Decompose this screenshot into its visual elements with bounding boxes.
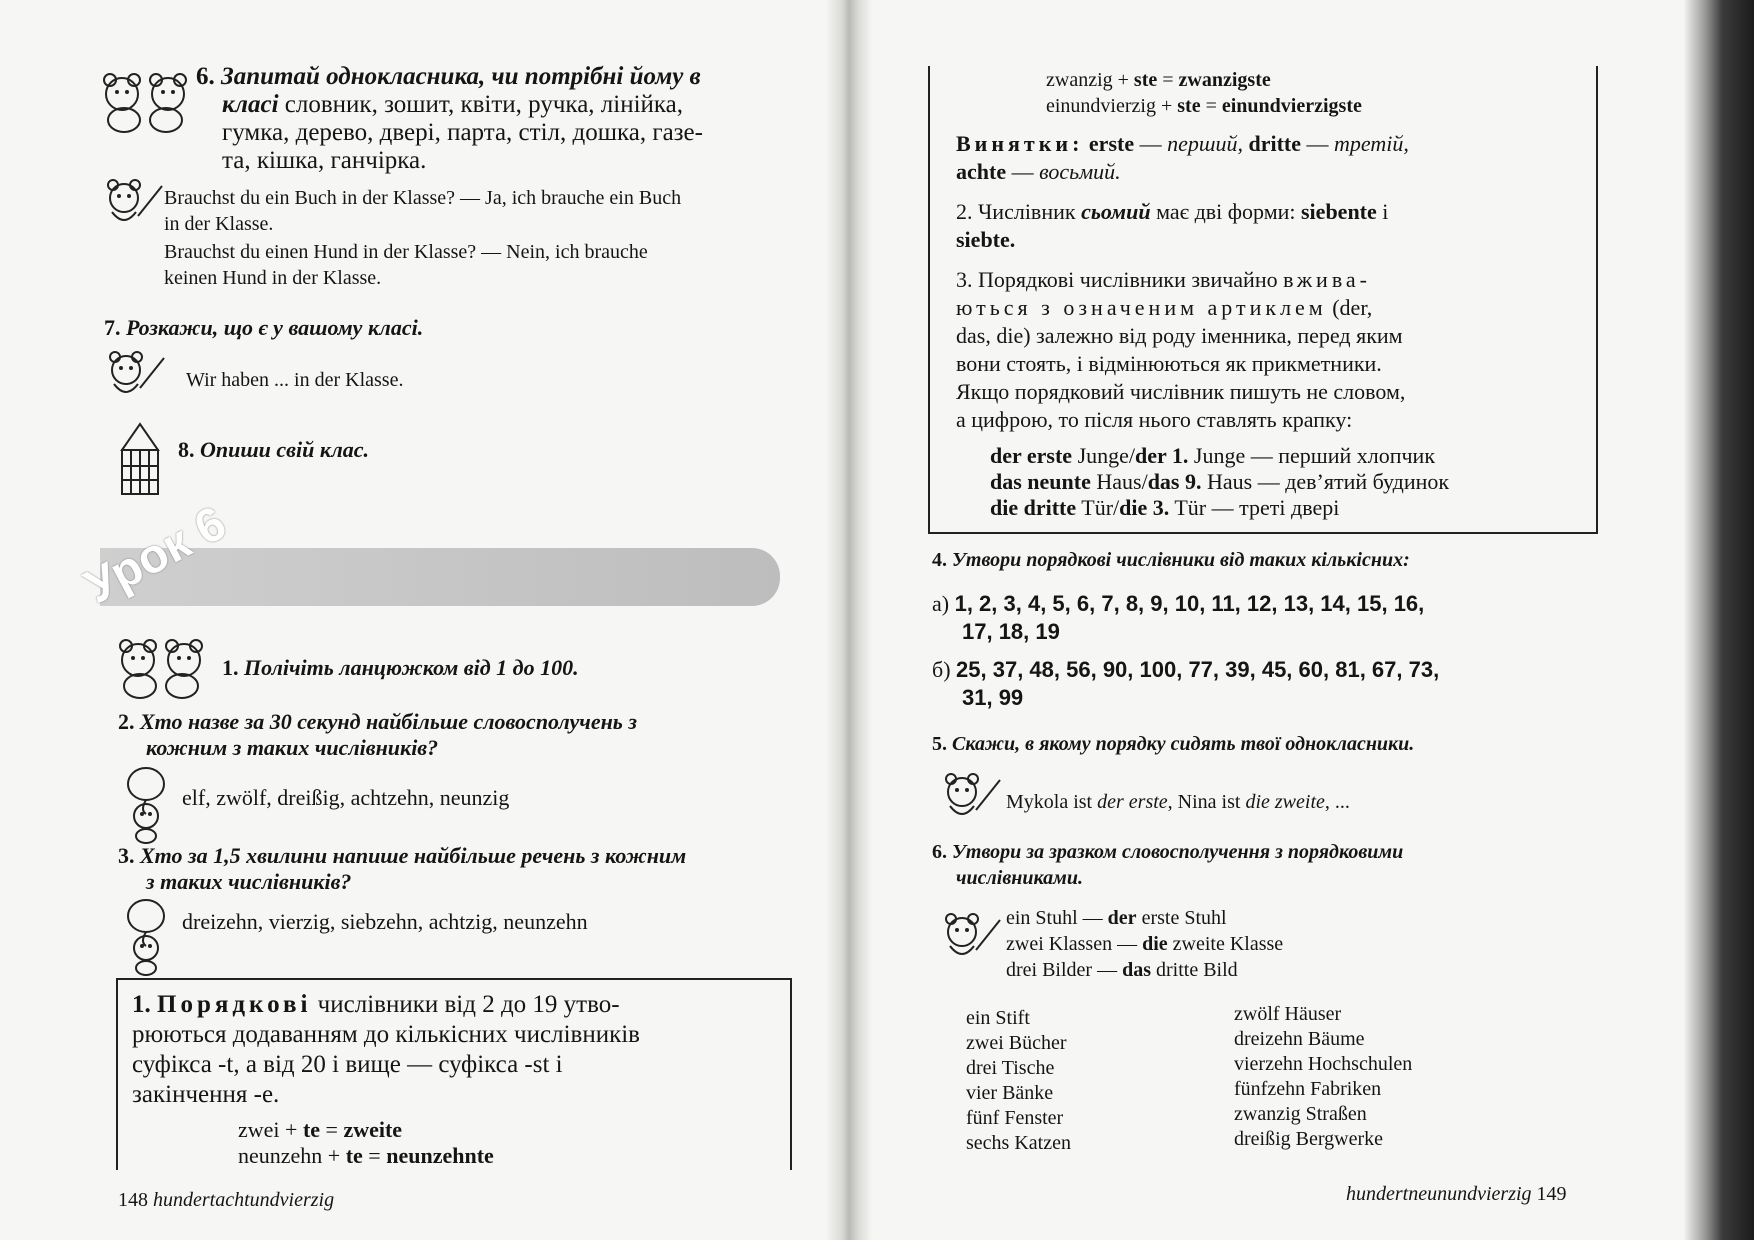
- rule-p3-l1-a: 3. Порядкові числівники звичайно: [956, 267, 1284, 292]
- ex4-b-line2: 31, 99: [962, 685, 1024, 710]
- rule-ex4-d: einundvierzigste: [1221, 95, 1362, 117]
- ex4-task: [932, 548, 1410, 573]
- rule-point3-line4: вони стоять, і відмінюються як прикметники.: [956, 351, 1382, 376]
- rule-ex1-b: te: [302, 1117, 321, 1142]
- ex6-task-line4: та, кішка, ганчірка.: [222, 147, 427, 174]
- lesson-ex1-text: Полічіть ланцюжком від 1 до 100.: [244, 655, 579, 680]
- bear-balloon-icon: [116, 896, 176, 976]
- ex4-a-line2: 17, 18, 19: [962, 619, 1060, 644]
- left-page-word: hundertachtundvierzig: [153, 1189, 335, 1211]
- rule-exceptions-line1: Винятки: erste — перший, dritte — третій,: [956, 131, 1409, 156]
- rule-ex2-a: neunzehn +: [238, 1143, 346, 1168]
- ex7-task-text: Розкажи, що є у вашому класі.: [126, 315, 424, 340]
- ex4-number: 4.: [932, 549, 947, 571]
- rule-ex1-d: zweite: [343, 1117, 403, 1142]
- ex6r-task: [932, 840, 1403, 865]
- lesson-ex3-task: [118, 842, 686, 869]
- bear-pointer-icon: [936, 910, 1002, 968]
- rule-ex1-a: zwei +: [238, 1117, 303, 1142]
- rule-ex4-a: einundvierzig +: [1046, 95, 1178, 117]
- house-icon: [118, 420, 162, 496]
- rule-s1-a: der erste: [990, 443, 1073, 468]
- ex6r-m2-a: zwei Klassen —: [1006, 933, 1143, 955]
- ex6r-model-3: [1006, 958, 1238, 983]
- rule-ex3-a: zwanzig +: [1046, 69, 1134, 91]
- ex6-task-line2-text: словник, зошит, квіти, ручка, лінійка,: [278, 91, 684, 118]
- ex8-task: [178, 436, 369, 463]
- lesson-ex3-words: dreizehn, vierzig, siebzehn, achtzig, neunzehn: [182, 909, 588, 934]
- ex4-a-line1: 1, 2, 3, 4, 5, 6, 7, 8, 9, 10, 11, 12, 13, 14, 15, 16,: [954, 591, 1425, 616]
- rule-point3-line3: das, die) залежно від роду іменника, перед яким: [956, 323, 1403, 348]
- ex6r-model-1: [1006, 906, 1227, 931]
- list-item: zwölf Häuser: [1234, 1003, 1342, 1025]
- lesson-ex3-line1: Хто за 1,5 хвилини напише найбільше речень з кожним: [140, 843, 687, 868]
- rule-ex3-b: ste: [1133, 69, 1158, 91]
- rule-s3-a: die dritte: [990, 495, 1077, 520]
- two-bears-icon: [112, 636, 212, 702]
- rule-example-4: [1046, 94, 1362, 119]
- ex6-task: [196, 62, 796, 92]
- ex5-s-a: Mykola ist: [1006, 791, 1098, 813]
- ex5-s-b: der erste: [1097, 791, 1168, 813]
- ex6-task-line2: [222, 90, 683, 120]
- lesson-ex1-task: [222, 654, 579, 681]
- rule-ex2-d: neunzehnte: [386, 1143, 494, 1168]
- rule-s3-d: Tür — треті двері: [1169, 495, 1340, 520]
- rule-example-3: [1046, 68, 1271, 93]
- lesson-ex2-number: 2.: [118, 709, 135, 734]
- list-item: vier Bänke: [966, 1082, 1054, 1104]
- rule-point3-line2: [956, 294, 1372, 321]
- lesson-ex2-line1: Хто назве за 30 секунд найбільше словосполучень з: [140, 709, 637, 734]
- rule-exc-1-tr: перший,: [1167, 131, 1243, 156]
- list-item: zwanzig Straßen: [1234, 1103, 1367, 1125]
- ex8-task-text: Опиши свій клас.: [200, 437, 370, 462]
- ex4-task-text: Утвори порядкові числівники від таких кількісних:: [952, 549, 1410, 571]
- ex4-b-line1: 25, 37, 48, 56, 90, 100, 77, 39, 45, 60, 81, 67, 73,: [956, 657, 1440, 682]
- ex6-dialog-line1: Brauchst du ein Buch in der Klasse? — Ja, ich brauche ein Buch: [164, 187, 682, 209]
- ex7-sample: Wir haben ... in der Klasse.: [186, 369, 404, 391]
- rule-s1-b: Junge/: [1072, 443, 1136, 468]
- rule-point2-line2: siebte.: [956, 227, 1016, 252]
- rule-s1-c: der 1.: [1135, 443, 1189, 468]
- lesson-ex2-words: elf, zwölf, dreißig, achtzehn, neunzig: [182, 785, 510, 810]
- bear-balloon-icon: [116, 764, 176, 844]
- rule-exceptions-line2: achte — восьмий.: [956, 159, 1121, 184]
- ex5-task-text: Скажи, в якому порядку сидять твої однокласники.: [952, 733, 1415, 755]
- ex5-s-e: , ...: [1324, 791, 1350, 813]
- lesson-ex3-number: 3.: [118, 843, 135, 868]
- rule-exc-2: dritte: [1248, 131, 1302, 156]
- ex4-row-b: [932, 656, 1439, 683]
- ex6r-model-2: [1006, 932, 1283, 957]
- list-item: dreißig Bergwerke: [1234, 1128, 1384, 1150]
- ex5-task: [932, 732, 1414, 757]
- list-item: ein Stift: [966, 1007, 1030, 1029]
- right-page-footer: [1346, 1182, 1567, 1207]
- rule-s2-a: das neunte: [990, 469, 1091, 494]
- ex6r-number: 6.: [932, 841, 947, 863]
- rule-exceptions-label: Винятки:: [956, 131, 1084, 156]
- rule-p3-l1-b: вжива-: [1283, 267, 1372, 292]
- rule-point3-line5: Якщо порядковий числівник пишуть не словом,: [956, 379, 1406, 404]
- ex6-dialog-line3: Brauchst du einen Hund in der Klasse? — Nein, ich brauche: [164, 241, 648, 263]
- ex5-number: 5.: [932, 733, 947, 755]
- rule-point3-line1: [956, 266, 1371, 293]
- ex6-dialog-line2: in der Klasse.: [164, 213, 274, 235]
- rule-p3-l2-b: (der,: [1326, 295, 1373, 320]
- rule-ex2-c: =: [362, 1143, 387, 1168]
- list-item: drei Tische: [966, 1057, 1055, 1079]
- rule-ex3-d: zwanzigste: [1178, 69, 1271, 91]
- ex7-task: [104, 314, 423, 341]
- rule-p2-c: має дві форми:: [1150, 199, 1301, 224]
- rule-p3-l2-a: ються з означеним артиклем: [956, 295, 1327, 320]
- ex4-a-label: а): [932, 591, 950, 616]
- lesson-title: Урок 6: [76, 496, 235, 615]
- ex6r-m1-c: erste Stuhl: [1136, 907, 1227, 929]
- ex4-b-label: б): [932, 657, 951, 682]
- ex6-number: 6.: [196, 63, 215, 90]
- ex6r-m1-a: ein Stuhl —: [1006, 907, 1108, 929]
- ex6r-m3-a: drei Bilder —: [1006, 959, 1123, 981]
- rule-exc-3-tr: восьмий.: [1039, 159, 1121, 184]
- rule-ex1-c: =: [320, 1117, 344, 1142]
- ex5-sample: [1006, 790, 1350, 815]
- ex6-dialog-line4: keinen Hund in der Klasse.: [164, 267, 382, 289]
- rule-ex4-c: =: [1200, 95, 1222, 117]
- rule-spaced-term: Порядкові: [157, 991, 312, 1018]
- ex6r-line1: Утвори за зразком словосполучення з порядковими: [952, 841, 1404, 863]
- rule-exc-3: achte: [956, 159, 1007, 184]
- ex5-s-d: die zweite: [1245, 791, 1325, 813]
- book-gutter: [826, 0, 872, 1240]
- two-bears-icon: [96, 70, 196, 136]
- ex6r-list-col1: [966, 1006, 1071, 1156]
- ex6-task-line2-italic: класі: [222, 91, 279, 118]
- ex6r-m2-b: die: [1142, 933, 1168, 955]
- lesson-ex2-task: [118, 708, 637, 735]
- lesson-ex1-number: 1.: [222, 655, 239, 680]
- rule-example-1: [238, 1116, 402, 1143]
- rule-line1-rest: числівники від 2 до 19 утво-: [311, 991, 620, 1018]
- list-item: zwei Bücher: [966, 1032, 1067, 1054]
- bear-pointer-icon: [100, 348, 166, 406]
- rule-line1: [132, 990, 620, 1020]
- rule-sample-2: [990, 468, 1449, 495]
- rule-point3-line6: а цифрою, то після нього ставлять крапку:: [956, 407, 1353, 432]
- rule-s1-d: Junge — перший хлопчик: [1188, 443, 1436, 468]
- ex6r-m2-c: zweite Klasse: [1167, 933, 1284, 955]
- rule-line3: суфікса -t, а від 20 і вище — суфікса -st і: [132, 1051, 563, 1078]
- ex6r-m3-b: das: [1122, 959, 1151, 981]
- rule-s2-c: das 9.: [1147, 469, 1202, 494]
- list-item: dreizehn Bäume: [1234, 1028, 1365, 1050]
- rule-ex3-c: =: [1157, 69, 1179, 91]
- rule-ex2-b: te: [345, 1143, 363, 1168]
- left-page-footer: [118, 1188, 334, 1213]
- ex5-s-c: , Nina ist: [1167, 791, 1246, 813]
- rule-s2-d: Haus — дев’ятий будинок: [1201, 469, 1450, 494]
- rule-sample-1: [990, 442, 1435, 469]
- rule-p2-e: і: [1376, 199, 1389, 224]
- ex8-number: 8.: [178, 437, 195, 462]
- ex6-task-line3: гумка, дерево, двері, парта, стіл, дошка, газе-: [222, 119, 703, 146]
- rule-exc-2-tr: третій,: [1334, 131, 1409, 156]
- ex6-task-line1: Запитай однокласника, чи потрібні йому в: [221, 63, 701, 90]
- left-page-number: 148: [118, 1189, 148, 1211]
- rule-number: 1.: [132, 991, 151, 1018]
- ex6r-list-col2: [1234, 1002, 1412, 1152]
- rule-example-2: [238, 1142, 494, 1169]
- ex6r-line2: числівниками.: [956, 867, 1083, 889]
- rule-p2-a: 2. Числівник: [956, 199, 1082, 224]
- right-page-number: 149: [1536, 1183, 1567, 1205]
- ex6r-m1-b: der: [1107, 907, 1137, 929]
- lesson-ex3-line2: з таких числівників?: [146, 869, 352, 894]
- rule-line2: рюються додаванням до кількісних числівників: [132, 1021, 640, 1048]
- rule-s3-c: die 3.: [1119, 495, 1170, 520]
- rule-ex4-b: ste: [1177, 95, 1201, 117]
- rule-s3-b: Tür/: [1076, 495, 1120, 520]
- ex6r-m3-c: dritte Bild: [1151, 959, 1238, 981]
- list-item: vierzehn Hochschulen: [1234, 1053, 1413, 1075]
- ex7-number: 7.: [104, 315, 121, 340]
- list-item: fünf Fenster: [966, 1107, 1064, 1129]
- rule-exc-1: erste: [1088, 131, 1135, 156]
- list-item: sechs Katzen: [966, 1132, 1071, 1154]
- list-item: fünfzehn Fabriken: [1234, 1078, 1382, 1100]
- rule-point2-line1: [956, 198, 1388, 225]
- rule-p2-d: siebente: [1301, 199, 1377, 224]
- right-page-word: hundertneunundvierzig: [1346, 1183, 1532, 1205]
- book-edge-shadow: [1684, 0, 1754, 1240]
- bear-pointer-icon: [936, 770, 1002, 828]
- ex4-row-a: [932, 590, 1424, 617]
- rule-line4: закінчення -е.: [132, 1081, 280, 1108]
- rule-p2-b: сьомий: [1081, 199, 1151, 224]
- rule-sample-3: [990, 494, 1339, 521]
- bear-pointer-icon: [98, 176, 164, 234]
- lesson-ex2-line2: кожним з таких числівників?: [146, 735, 439, 760]
- rule-s2-b: Haus/: [1090, 469, 1148, 494]
